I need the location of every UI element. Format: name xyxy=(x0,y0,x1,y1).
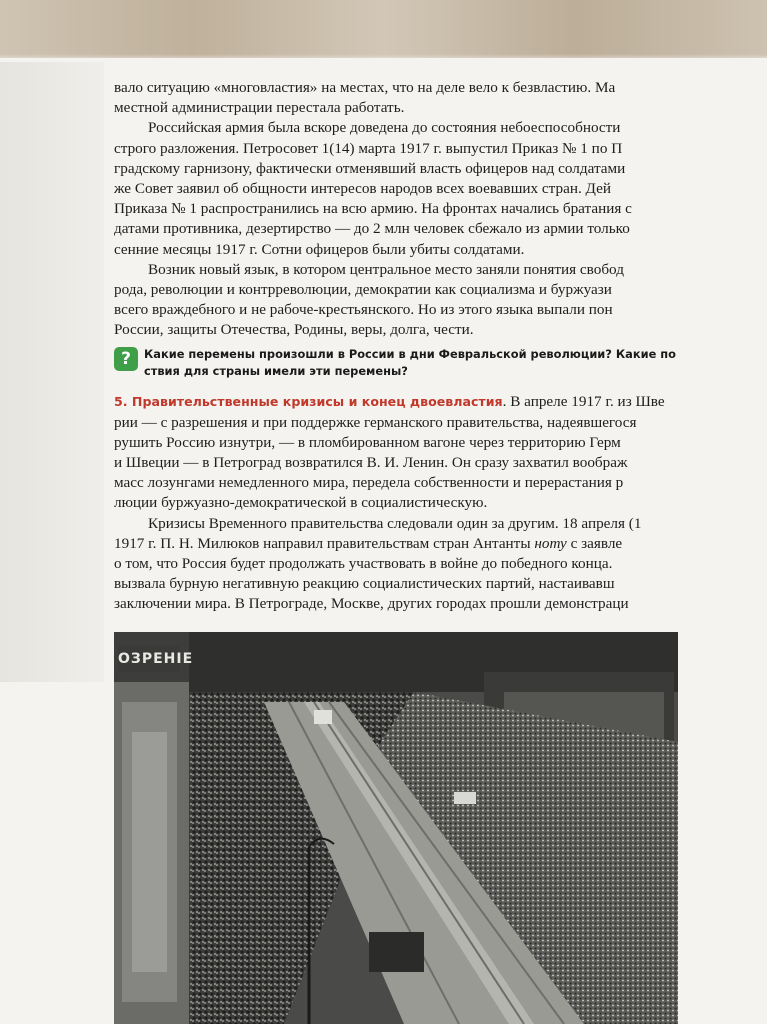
paragraph-start: Кризисы Временного правительства следовали один за другим. 18 апреля (1 xyxy=(148,514,642,532)
text-line: вызвала бурную негативную реакцию социалистических партий, настаивавш xyxy=(114,575,615,593)
paragraph-start: Возник новый язык, в котором центральное место заняли понятия свобод xyxy=(148,260,624,278)
section-first-line xyxy=(114,392,767,412)
historical-photo xyxy=(114,632,678,1024)
question-line: ствия для страны имели эти перемены? xyxy=(144,364,408,379)
text-line: вало ситуацию «многовластия» на местах, что на деле вело к безвластию. Ма xyxy=(114,79,616,96)
text-line: Приказа № 1 распространились на всю армию. На фронтах начались братания с xyxy=(114,200,632,218)
text-line: сенние месяцы 1917 г. Сотни офицеров были убиты солдатами. xyxy=(114,240,525,258)
section-heading: 5. Правительственные кризисы и конец двоевластия xyxy=(114,394,503,410)
text-line: рии — с разрешения и при поддержке германского правительства, надеявшегося xyxy=(114,413,637,431)
text-line: люции буржуазно-демократической в социалистическую. xyxy=(114,494,488,512)
text-line: рушить Россию изнутри, — в пломбированном вагоне через территорию Герм xyxy=(114,433,621,451)
text-line: строго разложения. Петросовет 1(14) марта 1917 г. выпустил Приказ № 1 по П xyxy=(114,139,623,157)
text-line: всего враждебного и не рабоче-крестьянского. Но из этого языка выпали пон xyxy=(114,301,613,319)
section-heading-continuation: . В апреле 1917 г. из Шве xyxy=(502,393,665,411)
review-question xyxy=(114,346,767,386)
street-demonstration-photo xyxy=(114,632,678,1024)
text-line: же Совет заявил об общности интересов народов всех воевавших стран. Дей xyxy=(114,179,611,197)
text-line: и Швеции — в Петроград возвратился В. И. Ленин. Он сразу захватил воображ xyxy=(114,454,628,471)
paragraph-start: Российская армия была вскоре доведена до состояния небоеспособности xyxy=(148,119,621,137)
question-line: Какие перемены произошли в России в дни Февральской революции? Какие по xyxy=(144,347,676,362)
text-line: России, защиты Отечества, Родины, веры, долга, чести. xyxy=(114,321,474,339)
text-line: датами противника, дезертирство — до 2 млн человек сбежало из армии только xyxy=(114,220,630,238)
text-line: рода, революции и контрреволюции, демократии как социализма и буржуази xyxy=(114,280,612,298)
question-text xyxy=(144,346,676,380)
text-segment: с заявле xyxy=(566,534,623,552)
left-margin-shadow xyxy=(0,62,104,682)
text-line: о том, что Россия будет продолжать участвовать в войне до победного конца. xyxy=(114,554,613,572)
text-line: масс лозунгами немедленного мира, передела собственности и перерастания р xyxy=(114,474,624,492)
question-mark-icon: ? xyxy=(114,347,138,371)
page-text xyxy=(114,78,767,615)
text-line xyxy=(114,534,767,554)
section-5 xyxy=(114,392,767,513)
text-line: местной администрации перестала работать. xyxy=(114,99,405,117)
text-line: градскому гарнизону, фактически отменявший власть офицеров над солдатами xyxy=(114,159,626,177)
italic-term: ноту xyxy=(534,534,567,552)
text-line: заключении мира. В Петрограде, Москве, других городах прошли демонстраци xyxy=(114,595,629,613)
text-segment: 1917 г. П. Н. Милюков направил правительствам стран Антанты xyxy=(114,534,535,552)
storefront-sign: ОЗРЕНІЕ xyxy=(118,646,180,672)
page-top-background xyxy=(0,0,767,62)
